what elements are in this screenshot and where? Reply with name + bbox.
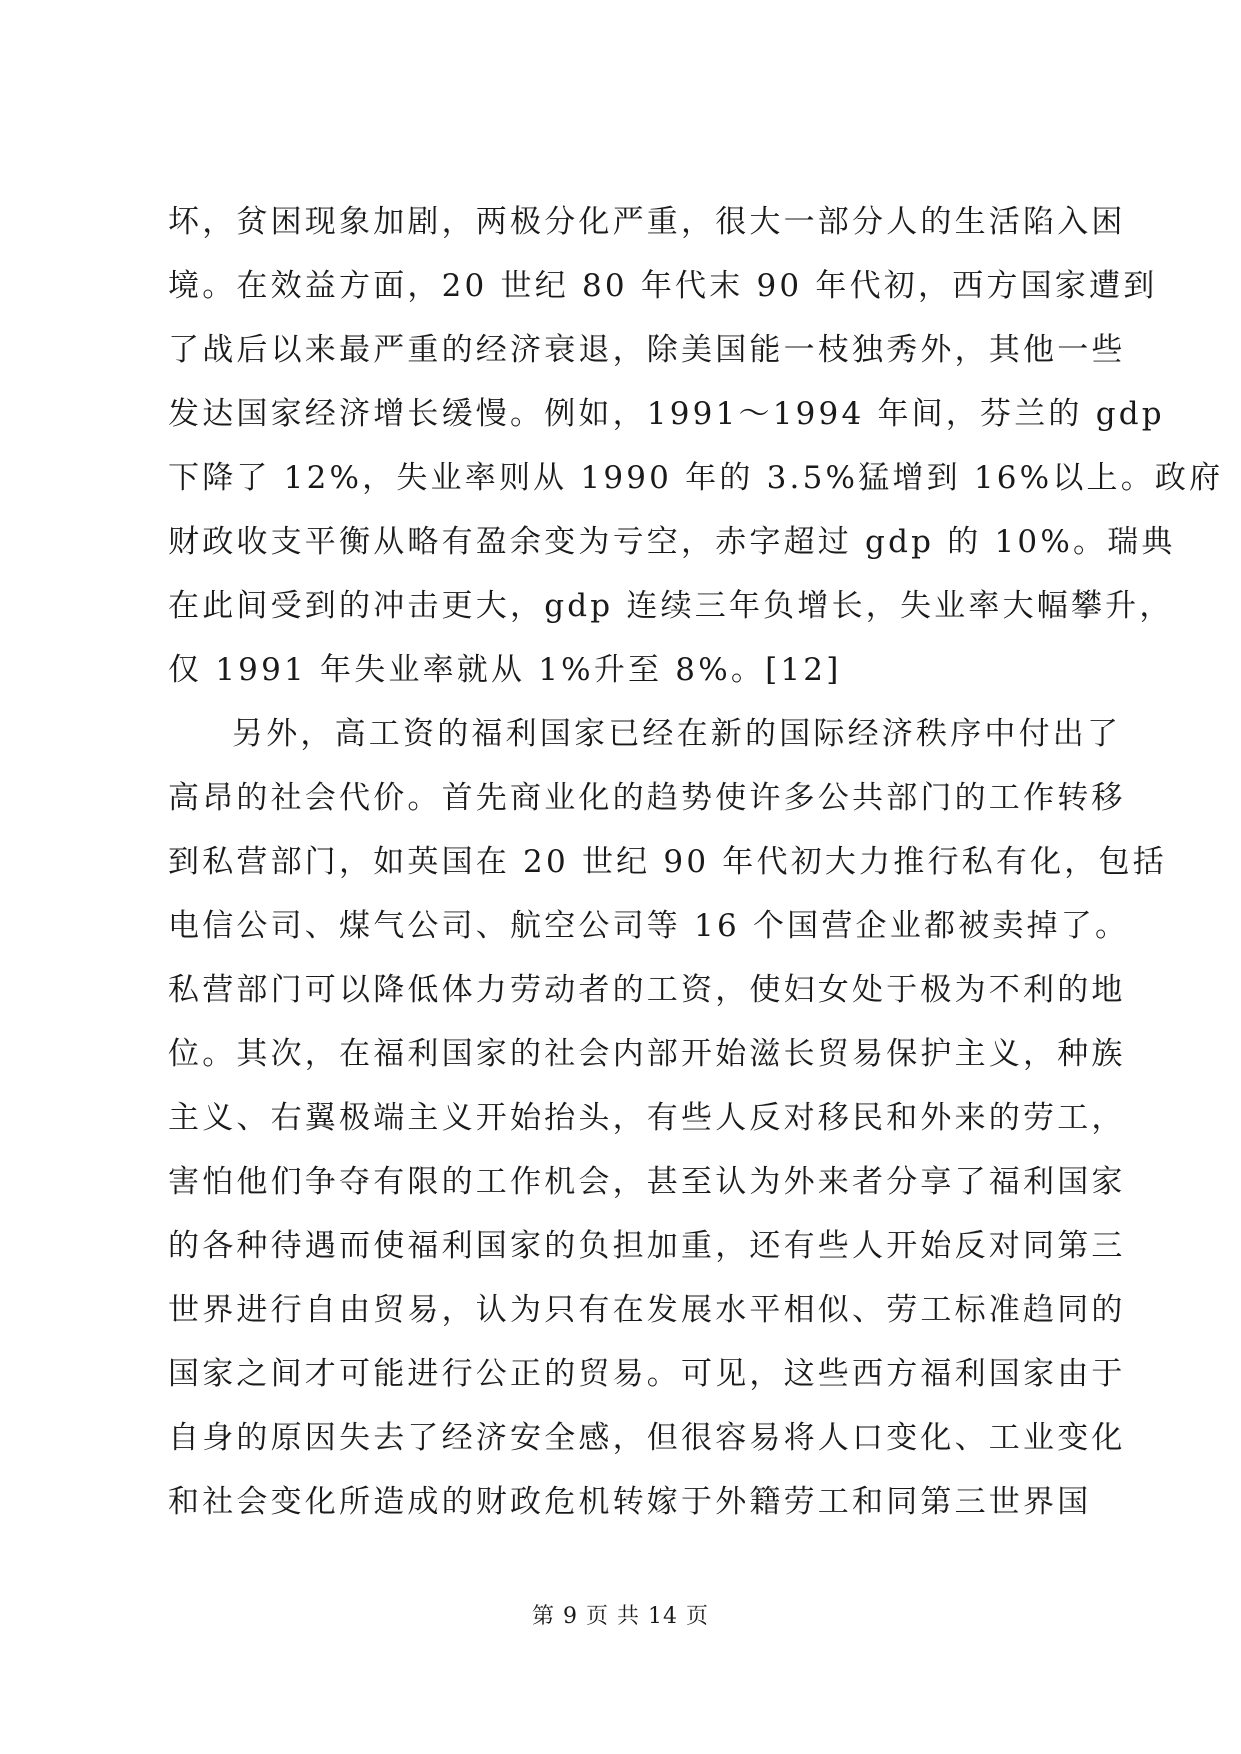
text-line: 和社会变化所造成的财政危机转嫁于外籍劳工和同第三世界国 xyxy=(168,1484,1092,1520)
paragraph-start-line: 另外，高工资的福利国家已经在新的国际经济秩序中付出了 xyxy=(232,716,1122,752)
body-text xyxy=(168,190,1224,1534)
text-line: 电信公司、煤气公司、航空公司等 16 个国营企业都被卖掉了。 xyxy=(168,908,1130,944)
page-number-footer: 第 9 页 共 14 页 xyxy=(532,1604,709,1629)
text-line: 到私营部门，如英国在 20 世纪 90 年代初大力推行私有化，包括 xyxy=(168,844,1167,880)
text-line: 的各种待遇而使福利国家的负担加重，还有些人开始反对同第三 xyxy=(168,1228,1126,1264)
text-line: 国家之间才可能进行公正的贸易。可见，这些西方福利国家由于 xyxy=(168,1356,1126,1392)
text-line: 在此间受到的冲击更大，gdp 连续三年负增长，失业率大幅攀升， xyxy=(168,588,1174,624)
text-line: 私营部门可以降低体力劳动者的工资，使妇女处于极为不利的地 xyxy=(168,972,1126,1008)
text-line: 下降了 12%，失业率则从 1990 年的 3.5%猛增到 16%以上。政府 xyxy=(168,460,1224,496)
text-line: 仅 1991 年失业率就从 1%升至 8%。[12] xyxy=(168,652,842,688)
text-line: 世界进行自由贸易，认为只有在发展水平相似、劳工标准趋同的 xyxy=(168,1292,1126,1328)
text-line: 主义、右翼极端主义开始抬头，有些人反对移民和外来的劳工， xyxy=(168,1100,1126,1136)
text-line: 位。其次，在福利国家的社会内部开始滋长贸易保护主义，种族 xyxy=(168,1036,1126,1072)
text-line: 财政收支平衡从略有盈余变为亏空，赤字超过 gdp 的 10%。瑞典 xyxy=(168,524,1176,560)
text-line: 自身的原因失去了经济安全感，但很容易将人口变化、工业变化 xyxy=(168,1420,1126,1456)
text-line: 高昂的社会代价。首先商业化的趋势使许多公共部门的工作转移 xyxy=(168,780,1126,816)
text-line: 坏，贫困现象加剧，两极分化严重，很大一部分人的生活陷入困 xyxy=(168,204,1126,240)
text-line: 害怕他们争夺有限的工作机会，甚至认为外来者分享了福利国家 xyxy=(168,1164,1126,1200)
text-line: 境。在效益方面，20 世纪 80 年代末 90 年代初，西方国家遭到 xyxy=(168,268,1158,304)
text-line: 了战后以来最严重的经济衰退，除美国能一枝独秀外，其他一些 xyxy=(168,332,1126,368)
text-line: 发达国家经济增长缓慢。例如，1991～1994 年间，芬兰的 gdp xyxy=(168,396,1165,432)
